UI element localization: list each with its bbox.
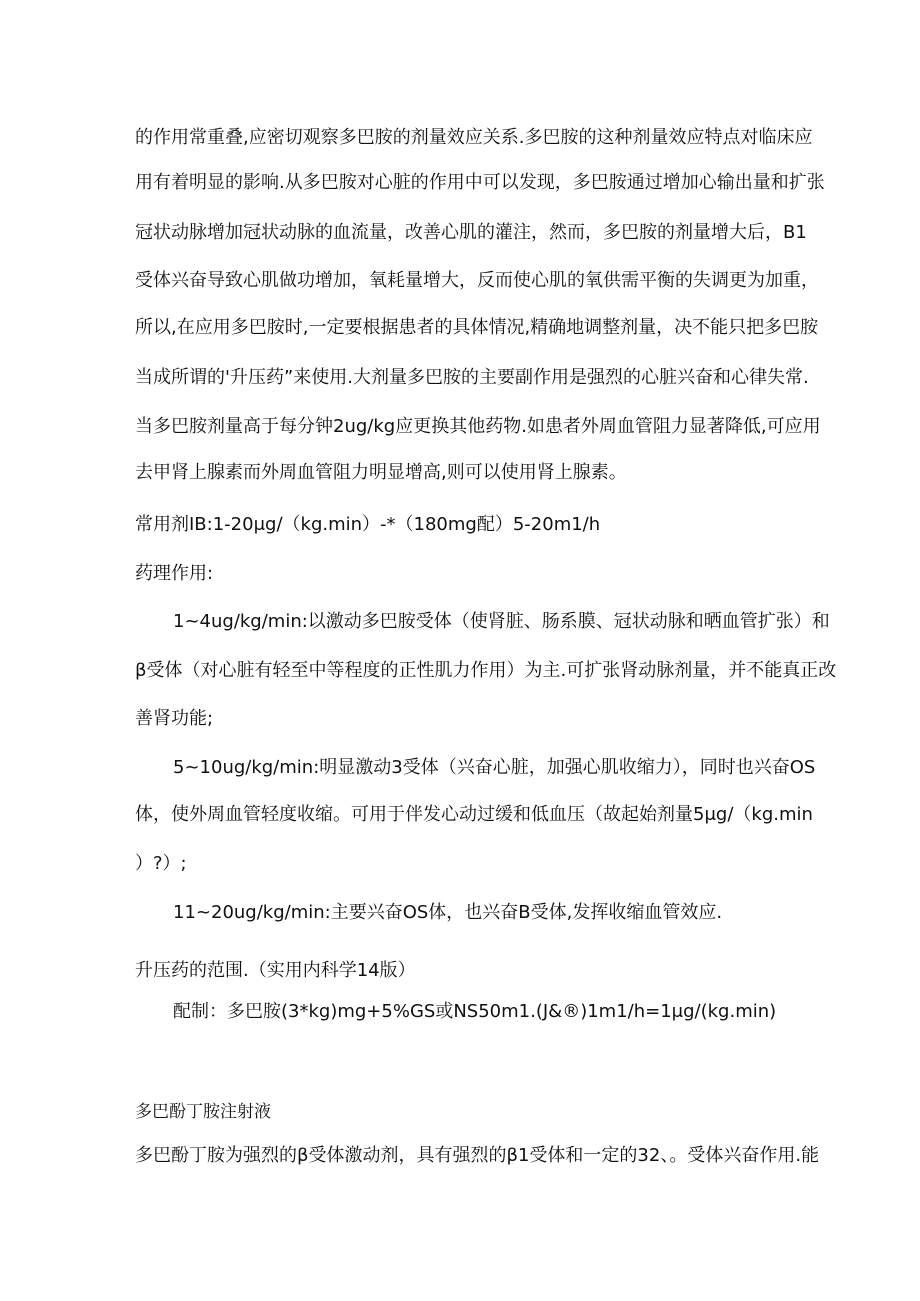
mid-dose-line: 5~10ug∕kg∕min:明显激动3受体（兴奋心脏，加强心肌收缩力），同时也兴奋OS [173,757,816,778]
paragraph-line: 的作用常重叠,应密切观察多巴胺的剂量效应关系.多巴胺的这种剂量效应特点对临床应 [135,127,813,148]
mid-dose-line: ）?）; [135,853,187,874]
preparation-line: 配制：多巴胺(3*kg)mg+5%GS或NS50m1.(J&®)1m1∕h=1μg∕(kg.min) [173,1001,777,1022]
dobutamine-text: 多巴酚丁胺为强烈的β受体激动剂，具有强烈的β1受体和一定的32、。受体兴奋作用.能 [135,1145,820,1166]
dose-line: 常用剂IB:1-20μg∕（kg.min）-*（180mg配）5-20m1∕h [135,514,601,535]
dobutamine-heading: 多巴酚丁胺注射液 [135,1102,271,1122]
paragraph-line: 所以,在应用多巴胺时,一定要根据患者的具体情况,精确地调整剂量，决不能只把多巴胺 [135,317,819,338]
mid-dose-line: 体，使外周血管轻度收缩。可用于伴发心动过缓和低血压（故起始剂量5μg∕（kg.min [135,804,813,825]
paragraph-line: 用有着明显的影响.从多巴胺对心脏的作用中可以发现，多巴胺通过增加心输出量和扩张 [135,172,825,193]
pharmacology-heading: 药理作用: [135,563,214,584]
low-dose-line: 善肾功能; [135,708,214,729]
range-note: 升压药的范围.（实用内科学14版） [135,960,416,981]
low-dose-line: 1~4ug∕kg∕min:以激动多巴胺受体（使肾脏、肠系膜、冠状动脉和晒血管扩张）和 [173,611,830,632]
paragraph-line: 去甲肾上腺素而外周血管阻力明显增高,则可以使用肾上腺素。 [135,462,627,483]
paragraph-line: 冠状动脉增加冠状动脉的血流量，改善心肌的灌注，然而，多巴胺的剂量增大后，B1 [135,222,807,243]
paragraph-line: 当多巴胺剂量高于每分钟2ug∕kg应更换其他药物.如患者外周血管阻力显著降低,可应用 [135,416,821,437]
paragraph-line: 受体兴奋导致心肌做功增加，氧耗量增大，反而使心肌的氧供需平衡的失调更为加重， [135,270,819,291]
low-dose-line: β受体（对心脏有轻至中等程度的正性肌力作用）为主.可扩张肾动脉剂量，并不能真正改 [135,660,837,681]
high-dose-line: 11~20ug∕kg∕min:主要兴奋OS体，也兴奋B受体,发挥收缩血管效应. [173,902,723,923]
paragraph-line: 当成所谓的'升压药”来使用.大剂量多巴胺的主要副作用是强烈的心脏兴奋和心律失常. [135,367,809,388]
